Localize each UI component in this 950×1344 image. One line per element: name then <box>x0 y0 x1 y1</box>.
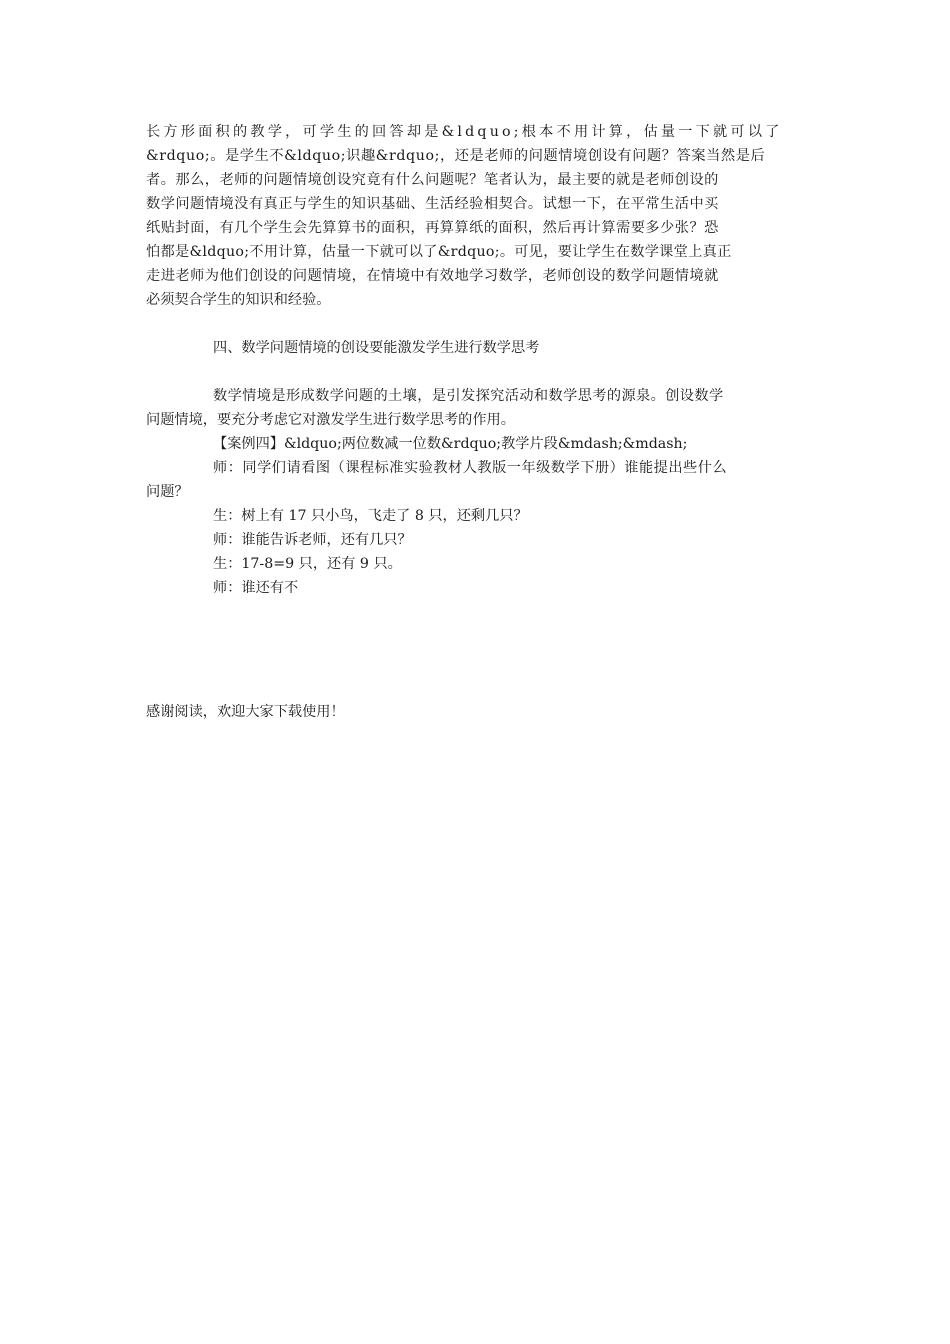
text-line: 者。那么，老师的问题情境创设究竟有什么问题呢？笔者认为，最主要的就是老师创设的 <box>146 172 719 188</box>
case-study <box>146 432 806 600</box>
section-heading: 四、数学问题情境的创设要能激发学生进行数学思考 <box>213 340 540 356</box>
text-line: 长方形面积的教学，可学生的回答却是&ldquo;根本不用计算，估量一下就可以了 <box>146 124 783 140</box>
teacher-line-continued: 问题？ <box>146 484 189 500</box>
text-line: &rdquo;。是学生不&ldquo;识趣&rdquo;，还是老师的问题情境创设有问题？答案当然是后 <box>146 148 766 164</box>
text-line: 怕都是&ldquo;不用计算，估量一下就可以了&rdquo;。可见，要让学生在数学课堂上真正 <box>146 244 732 260</box>
teacher-line: 师：谁还有不 <box>213 580 299 596</box>
text-line: 数学问题情境没有真正与学生的知识基础、生活经验相契合。试想一下，在平常生活中买 <box>146 196 719 212</box>
student-line: 生：树上有 17 只小鸟，飞走了 8 只，还剩几只？ <box>213 508 528 524</box>
teacher-line: 师：谁能告诉老师，还有几只？ <box>213 532 412 548</box>
text-line: 数学情境是形成数学问题的土壤，是引发探究活动和数学思考的源泉。创设数学 <box>213 388 724 404</box>
thanks-note: 感谢阅读，欢迎大家下载使用！ <box>146 704 345 720</box>
text-line: 问题情境，要充分考虑它对激发学生进行数学思考的作用。 <box>146 412 515 428</box>
text-line: 走进老师为他们创设的问题情境，在情境中有效地学习数学，老师创设的数学问题情境就 <box>146 268 719 284</box>
document-body <box>146 120 806 600</box>
teacher-line: 师：同学们请看图（课程标准实验教材人教版一年级数学下册）谁能提出些什么 <box>213 460 728 476</box>
text-line: 纸贴封面，有几个学生会先算算书的面积，再算算纸的面积，然后再计算需要多少张？恐 <box>146 220 719 236</box>
text-line: 必须契合学生的知识和经验。 <box>146 292 331 308</box>
paragraph-situation <box>146 384 806 432</box>
student-line: 生：17-8=9 只，还有 9 只。 <box>213 556 402 572</box>
paragraph-area-teaching <box>146 120 806 312</box>
spacer <box>146 360 806 384</box>
case-title: 【案例四】&ldquo;两位数减一位数&rdquo;教学片段&mdash;&mdash; <box>213 436 688 452</box>
